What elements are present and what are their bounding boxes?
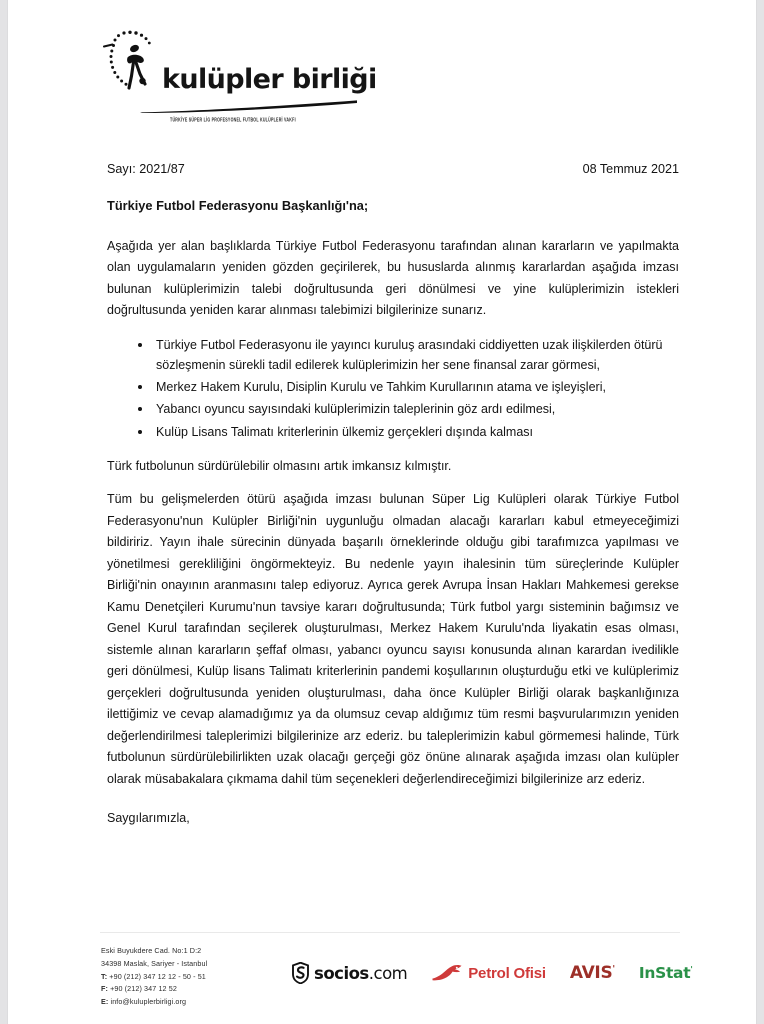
sponsor-logo-petrol-ofisi [431, 963, 546, 983]
letter-body [107, 162, 679, 828]
document-date: 08 Temmuz 2021 [582, 162, 679, 176]
page-footer [100, 932, 693, 1016]
logo-swoosh-icon [140, 100, 358, 113]
footer-contact-block [101, 945, 207, 1009]
list-item: Merkez Hakem Kurulu, Disiplin Kurulu ve Tahkim Kurullarının atama ve işleyişleri, [107, 377, 679, 397]
list-item: Türkiye Futbol Federasyonu ile yayıncı kuruluş arasındaki ciddiyetten uzak ilişkilerden ötürü sözleşmenin sürekli tadil edilerek kulüplerimizin her sene finansal zarar görmesi, [107, 335, 679, 376]
logo-tagline: TÜRKİYE SÜPER LİG PROFESYONEL FUTBOL KULÜPLERİ VAKFI [170, 117, 296, 123]
paragraph-intro: Aşağıda yer alan başlıklarda Türkiye Futbol Federasyonu tarafından alınan kararların ve yapılmakta olan uygulamaların yeniden gözden geçirilerek, bu hususlarda alınmış kararlardan aşağıda imzası bulunan kulüplerimizin talebi doğrultusunda geri dönülmesi ve yine kulüplerimizin istekleri doğrultusunda yeniden karar alınması talebimizi bilgilerinize sunarız. [107, 238, 679, 318]
footer-address-line-1: Eski Buyukdere Cad. No:1 D:2 [101, 946, 202, 955]
list-item: Kulüp Lisans Talimatı kriterlerinin ülkemiz gerçekleri dışında kalması [107, 422, 679, 442]
avis-wordmark: AVIS' [569, 963, 615, 983]
email-value: info@kuluplerbirligi.org [110, 997, 187, 1007]
socios-shield-icon [292, 962, 309, 984]
sponsor-logo-avis [570, 963, 615, 983]
letterhead [100, 28, 400, 123]
fax-value: +90 (212) 347 12 52 [110, 984, 177, 994]
footer-address-line-2: 34398 Maslak, Sariyer - Istanbul [101, 958, 208, 968]
addressee-line: Türkiye Futbol Federasyonu Başkanlığı'na; [107, 198, 369, 214]
sponsor-logo-row [292, 956, 693, 990]
paragraph-main: Tüm bu gelişmelerden ötürü aşağıda imzası bulunan Süper Lig Kulüpleri olarak Türkiye Futbol Federasyonu'nun Kulüpler Birliği'nin uygunluğu olmadan alacağı kararları kabul etmeyeceğimizi bildiririz. Yayın ihale sürecinin dünyada başarılı örneklerinde olduğu gibi tarafımızca yapılması ve yönetilmesi gerekliliğini öngörmekteyiz. Bu nedenle yayın ihalesinin tüm süreçlerinde Kulüpler Birliği'nin onayının aranmasını talep ediyoruz. Ayrıca gerek Avrupa İnsan Hakları Mahkemesi gerekse Kamu Denetçileri Kurumu'nun tavsiye kararı doğrultusunda; Türk futbol yargı sisteminin bağımsız ve Genel Kurul tarafından seçilerek oluşturulması, Merkez Hakem Kurulu'nda liyakatin esas olması, sistemle alınan kararların şeffaf olması, yabancı oyuncu sayısı konusunda alınan karardan ivedilikle geri dönülmesi, Kulüp lisans Talimatı kriterlerinin pandemi koşullarının oluşturduğu etki ve kulüplerimiz gerçekleri doğrultusunda yeniden oluşturulması, daha önce Kulüpler Birliği olarak başkanlığınıza ilettiğimiz ve cevap alamadığımız ya da olumsuz cevap aldığımız tüm resmi başvurularımızın yeniden değerlendirilmesi taleplerimizi bilgilerinize arz ederiz. bu taleplerimizin kabul görmemesi halinde, Türk futbolunun sürdürülebilirlikten uzak olacağı gerçeği göz önüne alınarak aşağıda imzası olan kulüpler olarak müsabakalara çıkmama dahil tüm seçenekleri değerlendireceğimizi bilgilerinize arz ederiz. [107, 492, 679, 786]
phone-label: T: [101, 971, 108, 981]
instat-wordmark: InStat' [638, 964, 693, 982]
list-item: Yabancı oyuncu sayısındaki kulüplerimizin taleplerinin göz ardı edilmesi, [107, 399, 679, 419]
logo-wordmark: kulüpler birliği [162, 64, 377, 95]
closing-salutation: Saygılarımızla, [107, 811, 190, 826]
petrol-ofisi-wordmark: Petrol Ofisi [468, 964, 546, 982]
footer-divider [100, 932, 680, 933]
email-label: E: [101, 997, 109, 1007]
page-right-margin-strip [756, 0, 764, 1024]
footer-phone-row [101, 971, 207, 984]
paragraph-after-bullets: Türk futbolunun sürdürülebilir olmasını artık imkansız kılmıştır. [107, 458, 452, 473]
phone-value: +90 (212) 347 12 12 - 50 - 51 [109, 971, 206, 981]
socios-wordmark: socios.com [314, 963, 408, 983]
footer-email-row [101, 996, 207, 1009]
grievance-list [107, 335, 679, 442]
fax-label: F: [101, 984, 108, 994]
footer-fax-row [101, 983, 207, 996]
document-meta [107, 162, 679, 177]
letter-page [8, 0, 756, 1024]
reference-number: Sayı: 2021/87 [107, 162, 185, 176]
sponsor-logo-socios [292, 962, 407, 984]
petrol-ofisi-horse-icon [431, 963, 463, 983]
page-left-margin-strip [0, 0, 8, 1024]
sponsor-logo-instat [639, 964, 693, 982]
